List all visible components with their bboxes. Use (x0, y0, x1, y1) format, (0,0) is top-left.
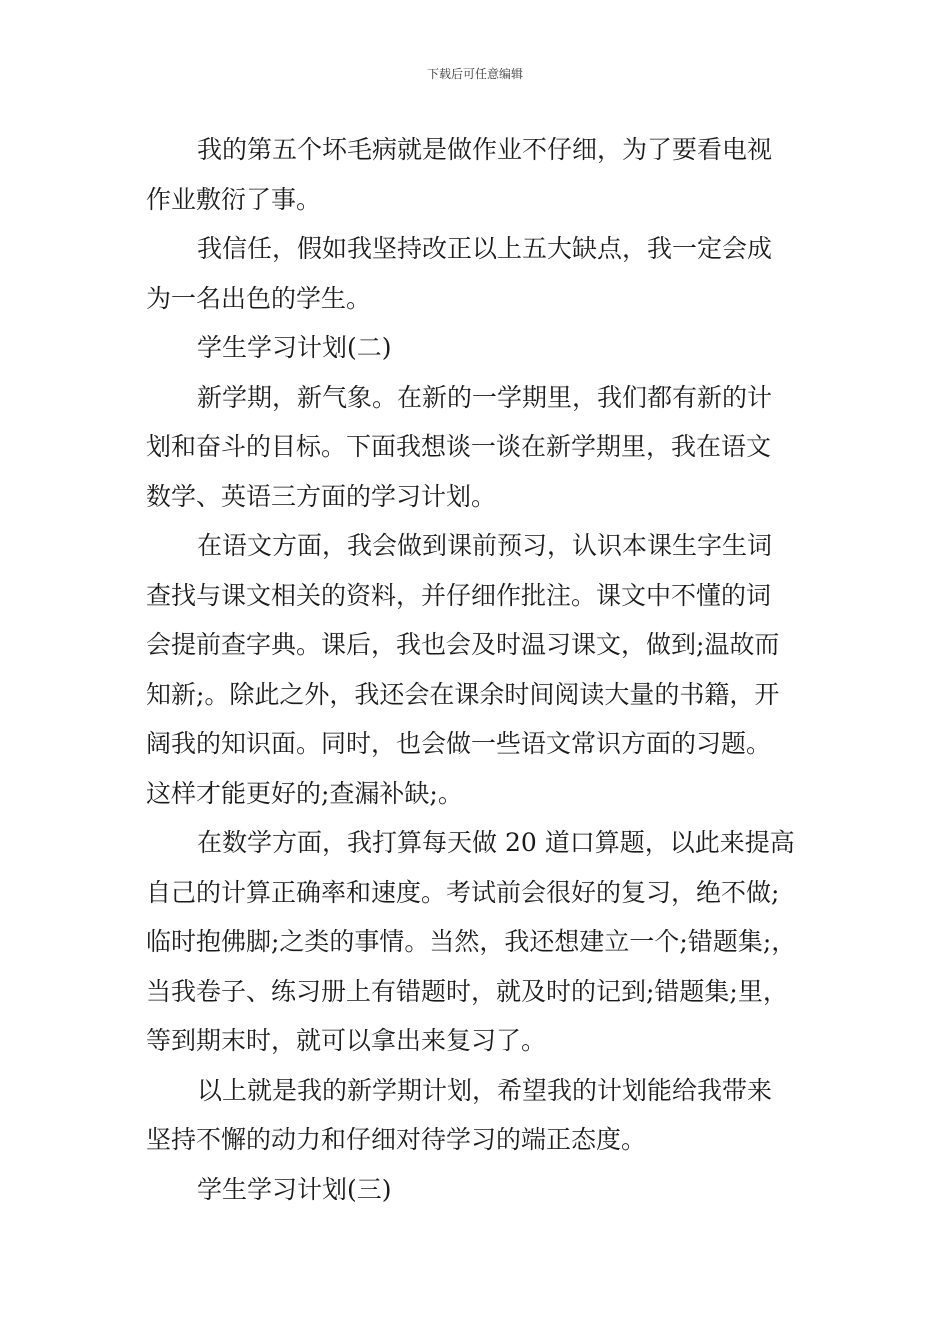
section-heading: 学生学习计划(三) (197, 1174, 392, 1204)
text-line: 划和奋斗的目标。下面我想谈一谈在新学期里，我在语文 (146, 432, 772, 461)
text-line: 知新;。除此之外，我还会在课余时间阅读大量的书籍，开 (146, 679, 780, 709)
text-line: 会提前查字典。课后，我也会及时温习课文，做到;温故而 (146, 630, 780, 659)
text-line: 自己的计算正确率和速度。考试前会很好的复习，绝不做; (146, 877, 780, 907)
text-line: 坚持不懈的动力和仔细对待学习的端正态度。 (146, 1125, 647, 1154)
section-heading: 学生学习计划(二) (197, 333, 392, 362)
text-line: 在数学方面，我打算每天做 20 道口算题，以此来提高 (197, 828, 795, 857)
text-line: 数学、英语三方面的学习计划。 (146, 481, 497, 511)
text-line: 阔我的知识面。同时，也会做一些语文常识方面的习题。 (146, 729, 772, 758)
text-line: 临时抱佛脚;之类的事情。当然，我还想建立一个;错题集;， (146, 927, 797, 956)
text-line: 查找与课文相关的资料，并仔细作批注。课文中不懂的词 (146, 580, 772, 610)
text-line: 这样才能更好的;查漏补缺;。 (146, 778, 463, 808)
text-line: 以上就是我的新学期计划，希望我的计划能给我带来 (197, 1075, 773, 1105)
text-line: 新学期，新气象。在新的一学期里，我们都有新的计 (197, 382, 773, 412)
text-line: 当我卷子、练习册上有错题时，就及时的记到;错题集;里， (146, 976, 788, 1006)
document-body (146, 125, 812, 1214)
text-line: 等到期末时，就可以拿出来复习了。 (146, 1026, 547, 1055)
page-header-note: 下载后可任意编辑 (426, 67, 523, 81)
text-line: 我信任，假如我坚持改正以上五大缺点，我一定会成 (197, 234, 773, 263)
text-line: 在语文方面，我会做到课前预习，认识本课生字生词 (197, 531, 773, 560)
text-line: 作业敷衍了事。 (146, 184, 322, 214)
text-line: 我的第五个坏毛病就是做作业不仔细，为了要看电视 (197, 135, 773, 164)
text-line: 为一名出色的学生。 (146, 283, 372, 313)
